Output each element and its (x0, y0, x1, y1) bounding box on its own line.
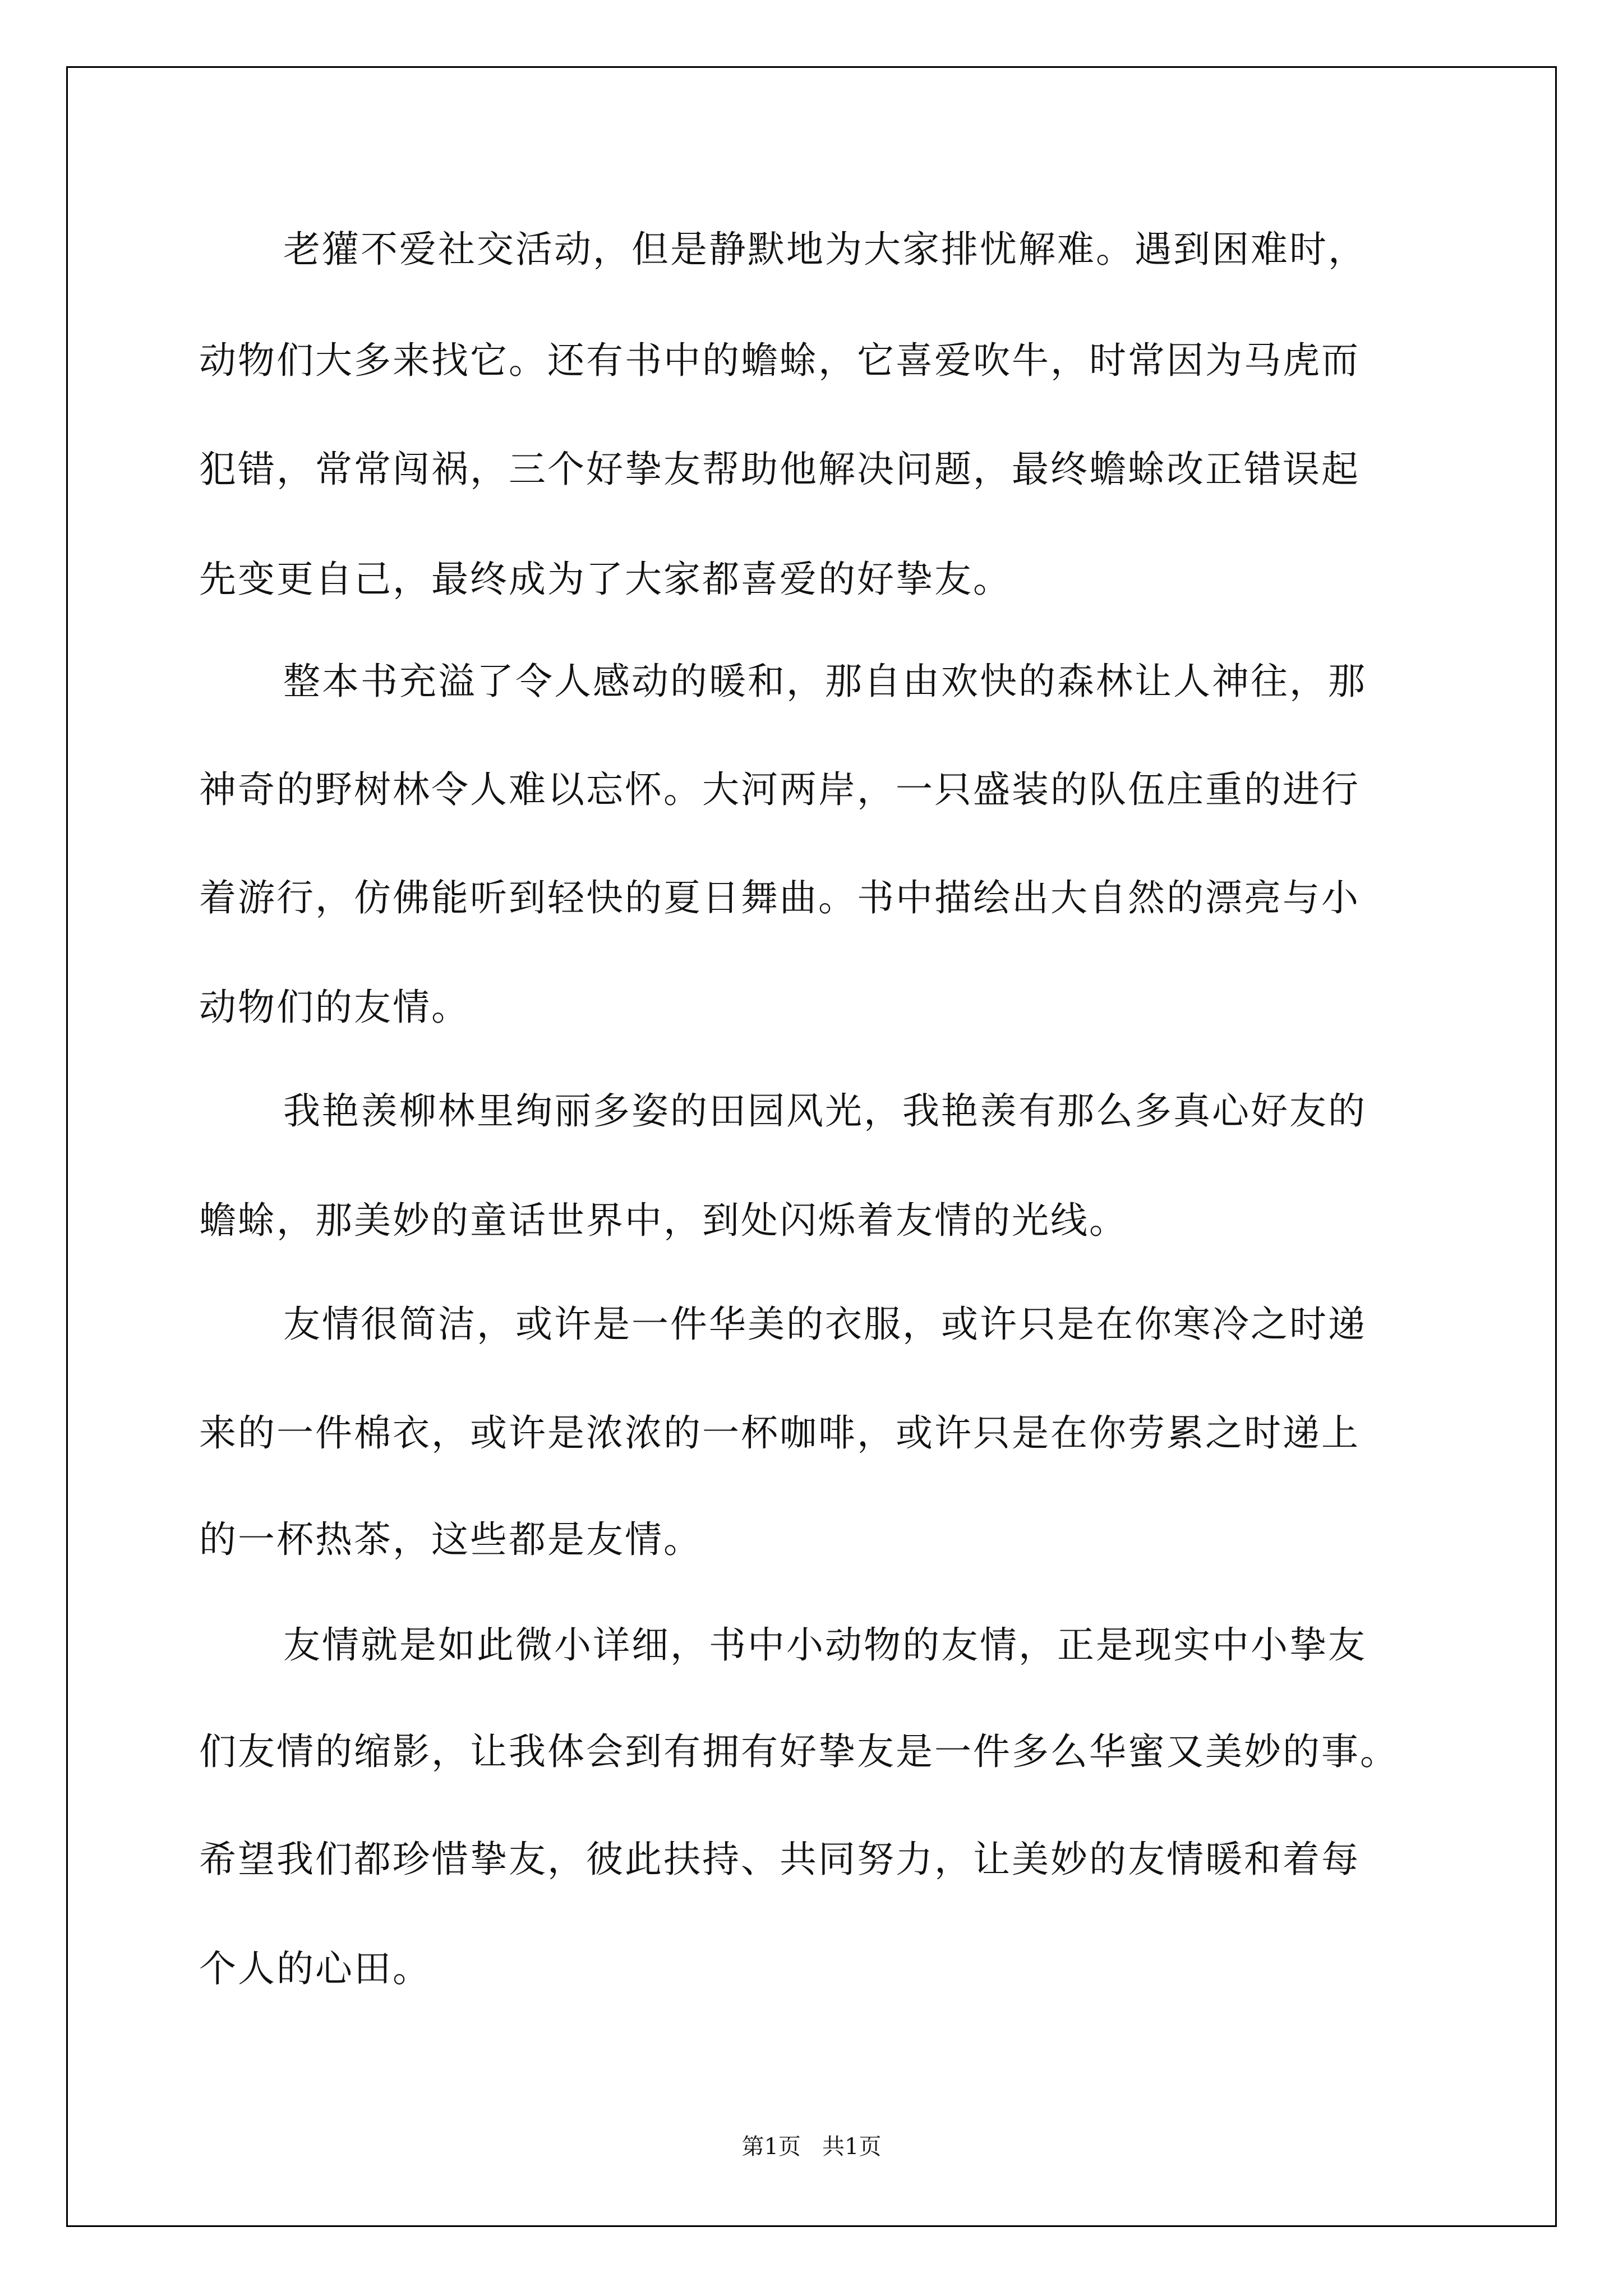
page-border (66, 66, 1557, 2227)
text-line: 整本书充溢了令人感动的暖和，那自由欢快的森林让人神往，那 (283, 660, 1367, 703)
text-line: 来的一件棉衣，或许是浓浓的一杯咖啡，或许只是在你劳累之时递上 (199, 1411, 1360, 1455)
text-line: 动物们的友情。 (199, 986, 470, 1029)
text-line: 犯错，常常闯祸，三个好挚友帮助他解决问题，最终蟾蜍改正错误起 (199, 448, 1360, 491)
text-line: 们友情的缩影，让我体会到有拥有好挚友是一件多么华蜜又美妙的事。 (199, 1730, 1399, 1773)
text-line: 希望我们都珍惜挚友，彼此扶持、共同努力，让美妙的友情暖和着每 (199, 1838, 1360, 1881)
text-line: 动物们大多来找它。还有书中的蟾蜍，它喜爱吹牛，时常因为马虎而 (199, 339, 1360, 382)
text-line: 着游行，仿佛能听到轻快的夏日舞曲。书中描绘出大自然的漂亮与小 (199, 876, 1360, 919)
text-line: 神奇的野树林令人难以忘怀。大河两岸，一只盛装的队伍庄重的进行 (199, 768, 1360, 811)
text-line: 友情就是如此微小详细，书中小动物的友情，正是现实中小挚友 (283, 1623, 1367, 1667)
text-line: 友情很简洁，或许是一件华美的衣服，或许只是在你寒冷之时递 (283, 1303, 1367, 1346)
text-line: 蟾蜍，那美妙的童话世界中，到处闪烁着友情的光线。 (199, 1199, 1128, 1242)
page-number-footer: 第1页 共1页 (741, 2134, 882, 2160)
text-line: 我艳羡柳林里绚丽多姿的田园风光，我艳羡有那么多真心好友的 (283, 1089, 1367, 1133)
text-line: 老獾不爱社交活动，但是静默地为大家排忧解难。遇到困难时， (283, 228, 1367, 271)
text-line: 个人的心田。 (199, 1947, 431, 1990)
text-line: 的一杯热茶，这些都是友情。 (199, 1518, 702, 1561)
text-line: 先变更自己，最终成为了大家都喜爱的好挚友。 (199, 558, 1012, 601)
